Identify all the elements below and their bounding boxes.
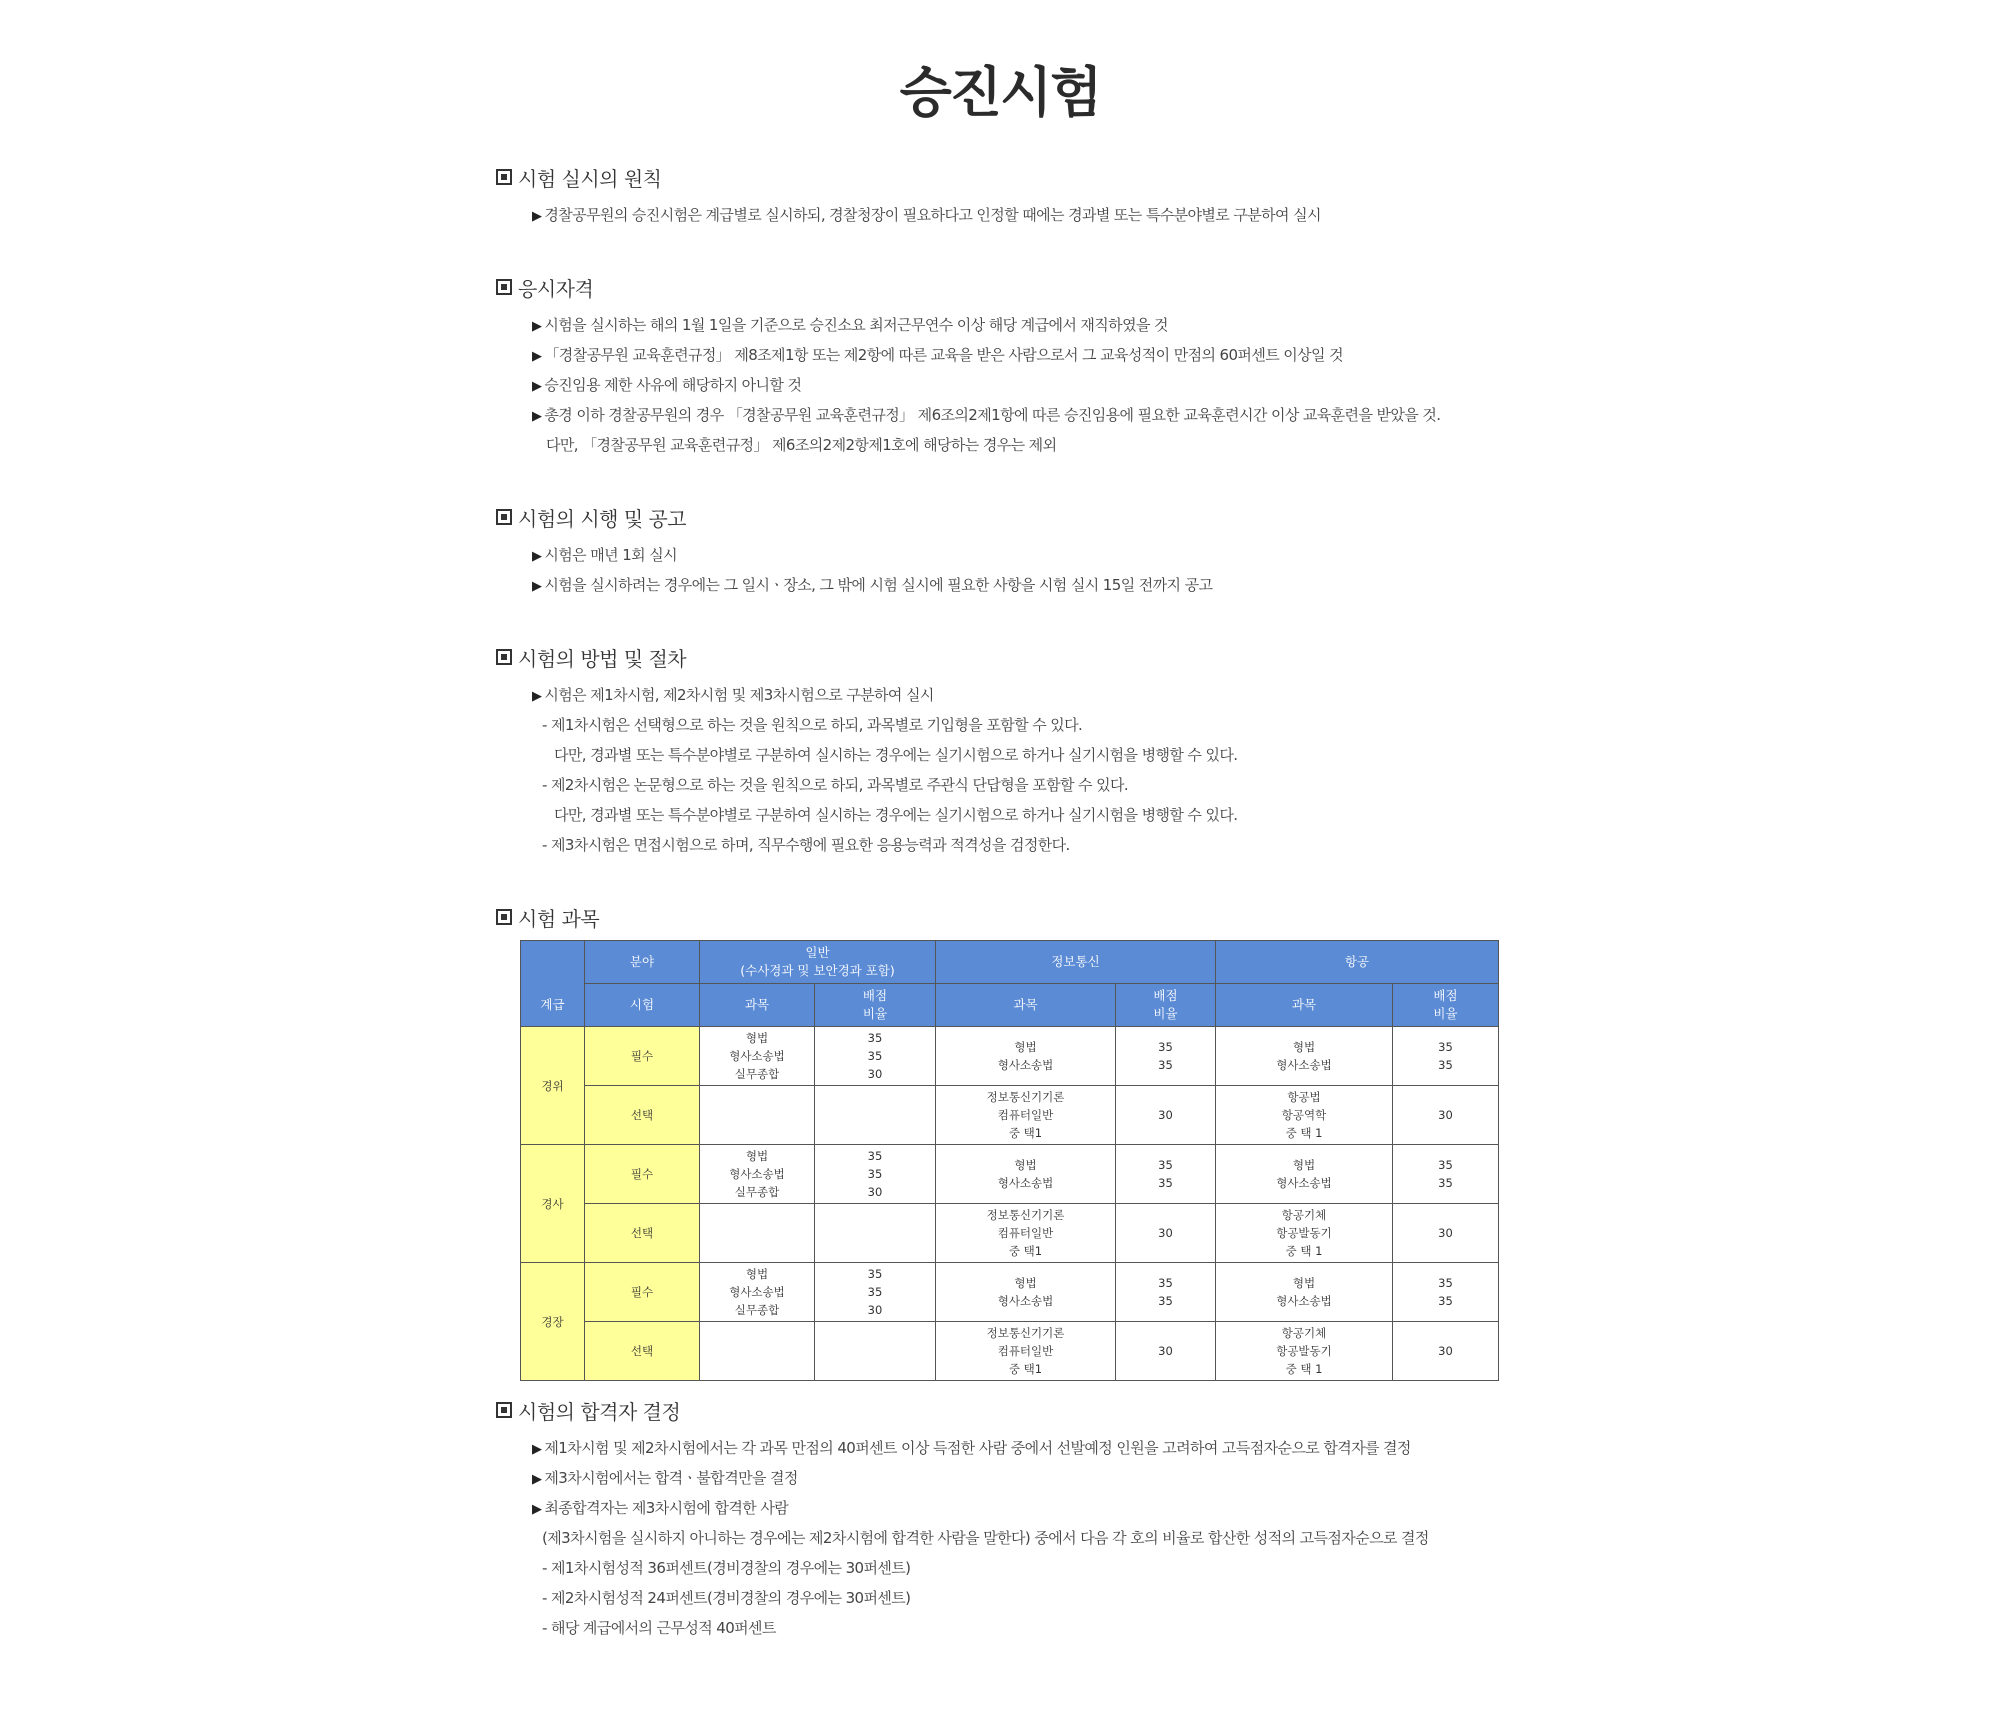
aviation-subject-cell-line: 형법 [1292,1158,1316,1172]
general-ratio-cell-line: 30 [867,1067,883,1081]
general-ratio-cell [815,1086,936,1145]
aviation-subject-cell-line: 형법 [1292,1276,1316,1290]
aviation-ratio-cell-line: 30 [1438,1226,1453,1240]
aviation-subject-cell-line: 중 택 1 [1285,1362,1323,1376]
aviation-ratio-cell [1393,1086,1499,1145]
aviation-subject-cell [1216,1204,1393,1263]
it-ratio-cell-line: 35 [1158,1294,1173,1308]
continuation-line: 다만, 경과별 또는 특수분야별로 구분하여 실시하는 경우에는 실기시험으로 하거나 실기시험을 병행할 수 있다. [554,806,1238,824]
it-subject-cell-line: 정보통신기기론 [986,1090,1065,1104]
bullet-line: ▶ 시험을 실시하는 해의 1월 1일을 기준으로 승진소요 최저근무연수 이상 해당 계급에서 재직하였을 것 [496,310,1496,340]
section-heading [496,900,1496,934]
it-ratio-cell-line: 35 [1158,1040,1173,1054]
header-subject: 과목 [1216,984,1393,1027]
header-ratio [1116,984,1216,1027]
bullet-line: ▶ 시험을 실시하려는 경우에는 그 일시ㆍ장소, 그 밖에 시험 실시에 필요한 사항을 시험 실시 15일 전까지 공고 [496,570,1496,600]
general-subject-cell [700,1263,815,1322]
section-heading [496,270,1496,304]
general-subject-cell-line: 실무종합 [734,1067,780,1081]
square-bullet-icon [496,509,512,525]
it-ratio-cell-line: 30 [1158,1344,1173,1358]
it-subject-cell [936,1204,1116,1263]
square-bullet-icon [496,169,512,185]
aviation-subject-cell [1216,1263,1393,1322]
general-subject-cell-line: 형사소송법 [729,1167,785,1181]
it-subject-cell-line: 정보통신기기론 [986,1326,1065,1340]
aviation-ratio-cell-line: 35 [1438,1158,1453,1172]
it-subject-cell-line: 중 택1 [1008,1362,1043,1376]
general-subject-cell [700,1204,815,1263]
aviation-ratio-cell-line: 35 [1438,1176,1453,1190]
it-subject-cell-line: 형사소송법 [997,1176,1054,1190]
it-ratio-cell [1116,1322,1216,1381]
aviation-ratio-cell-line: 35 [1438,1294,1453,1308]
aviation-ratio-cell-line: 35 [1438,1040,1453,1054]
aviation-subject-cell [1216,1145,1393,1204]
table-row [521,1263,1499,1322]
it-subject-cell-line: 형법 [1014,1276,1037,1290]
dash-line: - 제2차시험성적 24퍼센트(경비경찰의 경우에는 30퍼센트) [496,1583,1496,1613]
section-title: 시험 과목 [518,906,600,931]
general-ratio-cell [815,1263,936,1322]
table-row [521,1322,1499,1381]
it-subject-cell [936,1027,1116,1086]
general-subject-cell-line: 실무종합 [734,1303,780,1317]
general-ratio-cell-line: 30 [867,1303,883,1317]
exam-type-cell: 필수 [585,1027,700,1086]
continuation-line: 다만, 「경찰공무원 교육훈련규정」 제6조의2제2항제1호에 해당하는 경우는 제외 [546,436,1057,454]
general-ratio-cell-line: 30 [867,1185,883,1199]
section-title: 시험의 방법 및 절차 [518,646,687,671]
general-subject-cell [700,1086,815,1145]
section-subjects [496,900,1496,1381]
it-ratio-cell-line: 30 [1158,1108,1173,1122]
it-ratio-cell-line: 35 [1158,1158,1173,1172]
aviation-subject-cell-line: 항공기체 [1281,1326,1327,1340]
it-ratio-cell [1116,1145,1216,1204]
aviation-subject-cell-line: 형사소송법 [1276,1176,1332,1190]
it-subject-cell-line: 중 택1 [1008,1126,1043,1140]
exam-type-cell: 필수 [585,1145,700,1204]
it-ratio-cell-line: 35 [1158,1176,1173,1190]
section-notice [496,500,1496,600]
bullet-line: ▶ 제1차시험 및 제2차시험에서는 각 과목 만점의 40퍼센트 이상 득점한 사람 중에서 선발예정 인원을 고려하여 고득점자순으로 합격자를 결정 [496,1433,1496,1463]
general-subject-cell [700,1027,815,1086]
it-subject-cell [936,1086,1116,1145]
section-title: 시험의 합격자 결정 [518,1399,681,1424]
section-pass [496,1393,1496,1643]
table-row [521,1145,1499,1204]
square-bullet-icon [496,909,512,925]
square-bullet-icon [496,649,512,665]
it-ratio-cell [1116,1263,1216,1322]
bullet-line: ▶ 시험은 매년 1회 실시 [496,540,1496,570]
exam-type-cell: 선택 [585,1086,700,1145]
general-subject-cell-line: 형사소송법 [729,1285,785,1299]
header-subject: 과목 [936,984,1116,1027]
section-heading [496,160,1496,194]
aviation-subject-cell-line: 항공발동기 [1276,1226,1332,1240]
general-ratio-cell-line: 35 [867,1049,883,1063]
general-subject-cell [700,1322,815,1381]
section-heading [496,1393,1496,1427]
aviation-ratio-cell-line: 35 [1438,1058,1453,1072]
header-ratio [1393,984,1499,1027]
aviation-ratio-cell [1393,1263,1499,1322]
square-bullet-icon [496,1402,512,1418]
header-general-line1: 일반 [805,945,830,960]
aviation-subject-cell [1216,1086,1393,1145]
aviation-subject-cell-line: 항공역학 [1281,1108,1327,1122]
aviation-subject-cell-line: 형사소송법 [1276,1294,1332,1308]
table-header-row [521,984,1499,1027]
aviation-subject-cell-line: 항공법 [1287,1090,1321,1104]
bullet-line: ▶ 총경 이하 경찰공무원의 경우 「경찰공무원 교육훈련규정」 제6조의2제1항에 따른 승진임용에 필요한 교육훈련시간 이상 교육훈련을 받았을 것. [496,400,1496,430]
exam-type-cell: 필수 [585,1263,700,1322]
header-ratio-line2: 비율 [1433,1006,1458,1021]
section-title: 시험의 시행 및 공고 [518,506,687,531]
dash-line: - 제2차시험은 논문형으로 하는 것을 원칙으로 하되, 과목별로 주관식 단답형을 포함할 수 있다. [496,770,1496,800]
header-ratio-line1: 배점 [1153,988,1178,1003]
general-subject-cell-line: 형법 [745,1267,769,1281]
grade-cell: 경장 [521,1263,585,1381]
aviation-subject-cell-line: 항공기체 [1281,1208,1327,1222]
header-ratio [815,984,936,1027]
general-ratio-cell-line: 35 [867,1031,883,1045]
page-title: 승진시험 [899,61,1101,124]
section-method [496,640,1496,860]
bullet-line: ▶ 경찰공무원의 승진시험은 계급별로 실시하되, 경찰청장이 필요하다고 인정할 때에는 경과별 또는 특수분야별로 구분하여 실시 [496,200,1496,230]
aviation-subject-cell-line: 중 택 1 [1285,1126,1323,1140]
table-row [521,1027,1499,1086]
section-heading [496,500,1496,534]
aviation-ratio-cell [1393,1145,1499,1204]
general-subject-cell-line: 형법 [745,1031,769,1045]
general-ratio-cell [815,1027,936,1086]
aviation-subject-cell-line: 항공발동기 [1276,1344,1332,1358]
section-title: 응시자격 [518,276,594,301]
table-body [521,1027,1499,1381]
section-principle [496,160,1496,230]
aviation-ratio-cell-line: 30 [1438,1344,1453,1358]
general-ratio-cell [815,1204,936,1263]
aviation-ratio-cell [1393,1204,1499,1263]
it-subject-cell-line: 중 택1 [1008,1244,1043,1258]
it-subject-cell-line: 컴퓨터일반 [997,1108,1054,1122]
dash-line: - 제1차시험은 선택형으로 하는 것을 원칙으로 하되, 과목별로 기입형을 포함할 수 있다. [496,710,1496,740]
aviation-ratio-cell-line: 35 [1438,1276,1453,1290]
general-subject-cell-line: 형사소송법 [729,1049,785,1063]
it-subject-cell-line: 형법 [1014,1158,1037,1172]
it-subject-cell-line: 형법 [1014,1040,1037,1054]
it-subject-cell-line: 형사소송법 [997,1294,1054,1308]
aviation-subject-cell-line: 형사소송법 [1276,1058,1332,1072]
exam-type-cell: 선택 [585,1204,700,1263]
aviation-ratio-cell-line: 30 [1438,1108,1453,1122]
section-heading [496,640,1496,674]
header-ratio-line1: 배점 [1433,988,1458,1003]
aviation-subject-cell-line: 중 택 1 [1285,1244,1323,1258]
it-ratio-cell-line: 30 [1158,1226,1173,1240]
subjects-table [520,940,1499,1381]
it-subject-cell-line: 형사소송법 [997,1058,1054,1072]
bullet-line: ▶ 「경찰공무원 교육훈련규정」 제8조제1항 또는 제2항에 따른 교육을 받은 사람으로서 그 교육성적이 만점의 60퍼센트 이상일 것 [496,340,1496,370]
continuation-line: 다만, 경과별 또는 특수분야별로 구분하여 실시하는 경우에는 실기시험으로 하거나 실기시험을 병행할 수 있다. [554,746,1238,764]
general-ratio-cell [815,1145,936,1204]
dash-line: - 제1차시험성적 36퍼센트(경비경찰의 경우에는 30퍼센트) [496,1553,1496,1583]
dash-line: - 해당 계급에서의 근무성적 40퍼센트 [496,1613,1496,1643]
section-qualification [496,270,1496,460]
header-ratio-line2: 비율 [862,1006,888,1021]
it-ratio-cell [1116,1027,1216,1086]
bullet-line: ▶ 승진임용 제한 사유에 해당하지 아니할 것 [496,370,1496,400]
it-ratio-cell [1116,1086,1216,1145]
it-subject-cell-line: 정보통신기기론 [986,1208,1065,1222]
general-subject-cell [700,1145,815,1204]
grade-cell: 경위 [521,1027,585,1145]
header-subject: 과목 [700,984,815,1027]
bullet-line: ▶ 시험은 제1차시험, 제2차시험 및 제3차시험으로 구분하여 실시 [496,680,1496,710]
it-ratio-cell-line: 35 [1158,1276,1173,1290]
table-header-row [521,941,1499,984]
bullet-line: ▶ 제3차시험에서는 합격ㆍ불합격만을 결정 [496,1463,1496,1493]
header-general-line2: (수사경과 및 보안경과 포함) [740,963,895,978]
content [496,160,1496,1683]
it-subject-cell-line: 컴퓨터일반 [997,1344,1054,1358]
table-row [521,1086,1499,1145]
header-ratio-line1: 배점 [862,988,888,1003]
square-bullet-icon [496,279,512,295]
dash-line: - 제3차시험은 면접시험으로 하며, 직무수행에 필요한 응용능력과 적격성을 검정한다. [496,830,1496,860]
grade-cell: 경사 [521,1145,585,1263]
general-ratio-cell-line: 35 [867,1167,883,1181]
header-ratio-line2: 비율 [1153,1006,1178,1021]
header-field: 분야 [585,941,700,984]
it-subject-cell [936,1145,1116,1204]
aviation-ratio-cell [1393,1027,1499,1086]
exam-type-cell: 선택 [585,1322,700,1381]
aviation-subject-cell [1216,1322,1393,1381]
continuation-line: (제3차시험을 실시하지 아니하는 경우에는 제2차시험에 합격한 사람을 말한다) 중에서 다음 각 호의 비율로 합산한 성적의 고득점자순으로 결정 [542,1529,1429,1547]
table-row [521,1204,1499,1263]
it-ratio-cell-line: 35 [1158,1058,1173,1072]
header-exam: 시험 [585,984,700,1027]
bullet-line: ▶ 최종합격자는 제3차시험에 합격한 사람 [496,1493,1496,1523]
general-subject-cell-line: 실무종합 [734,1185,780,1199]
aviation-subject-cell-line: 형법 [1292,1040,1316,1054]
section-title: 시험 실시의 원칙 [518,166,662,191]
general-ratio-cell-line: 35 [867,1285,883,1299]
header-general [700,941,936,984]
general-ratio-cell-line: 35 [867,1267,883,1281]
header-grade: 계급 [521,984,585,1027]
it-subject-cell [936,1322,1116,1381]
general-ratio-cell [815,1322,936,1381]
general-subject-cell-line: 형법 [745,1149,769,1163]
header-it: 정보통신 [936,941,1216,984]
header-aviation: 항공 [1216,941,1499,984]
it-subject-cell [936,1263,1116,1322]
general-ratio-cell-line: 35 [867,1149,883,1163]
aviation-ratio-cell [1393,1322,1499,1381]
aviation-subject-cell [1216,1027,1393,1086]
it-subject-cell-line: 컴퓨터일반 [997,1226,1054,1240]
header-corner [521,941,585,984]
it-ratio-cell [1116,1204,1216,1263]
